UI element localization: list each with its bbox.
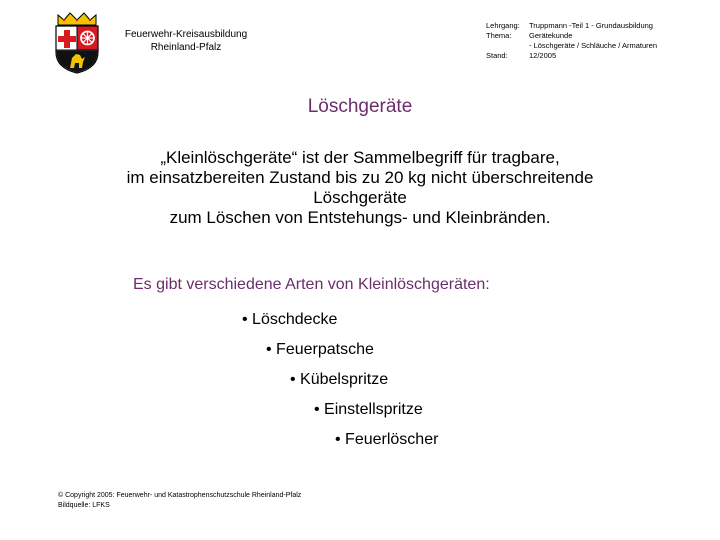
- course-info-row: [486, 51, 657, 61]
- definition-line: zum Löschen von Entstehungs- und Kleinbränden.: [169, 208, 551, 227]
- copyright-text: © Copyright 2005: Feuerwehr- und Katastrophenschutzschule Rheinland-Pfalz: [58, 492, 302, 499]
- types-subtitle: Es gibt verschiedene Arten von Kleinlöschgeräten:: [133, 276, 490, 293]
- list-item: • Einstellspritze: [314, 401, 423, 418]
- course-info: [486, 21, 657, 61]
- list-item: • Feuerlöscher: [335, 431, 439, 448]
- definition-line: im einsatzbereiten Zustand bis zu 20 kg nicht überschreitende: [126, 168, 594, 187]
- course-info-value: Truppmann -Teil 1 - Grundausbildung: [529, 21, 653, 30]
- course-info-row: [486, 41, 657, 51]
- course-info-key: Thema:: [486, 31, 512, 40]
- definition-line: Löschgeräte: [313, 188, 407, 207]
- definition-line: „Kleinlöschgeräte“ ist der Sammelbegriff für tragbare,: [160, 148, 560, 167]
- course-info-value: - Löschgeräte / Schläuche / Armaturen: [529, 41, 657, 50]
- state-coat-of-arms-logo: [52, 12, 102, 74]
- course-info-key: Lehrgang:: [486, 21, 520, 30]
- slide-title: Löschgeräte: [307, 96, 413, 117]
- course-info-row: [486, 31, 657, 41]
- organization-line: Feuerwehr-Kreisausbildung: [124, 29, 248, 40]
- course-info-value: Gerätekunde: [529, 31, 573, 40]
- image-source-text: Bildquelle: LFKS: [58, 502, 110, 509]
- course-info-value: 12/2005: [529, 51, 557, 60]
- course-info-row: [486, 21, 657, 31]
- course-info-key: [486, 41, 529, 51]
- list-item: • Kübelspritze: [290, 371, 389, 388]
- definition-text: [60, 148, 660, 228]
- organization-name: [116, 28, 256, 54]
- footer: [58, 491, 301, 511]
- list-item: • Feuerpatsche: [266, 341, 374, 358]
- organization-line: Rheinland-Pfalz: [150, 42, 222, 53]
- course-info-key: Stand:: [486, 51, 508, 60]
- list-item: • Löschdecke: [242, 311, 338, 328]
